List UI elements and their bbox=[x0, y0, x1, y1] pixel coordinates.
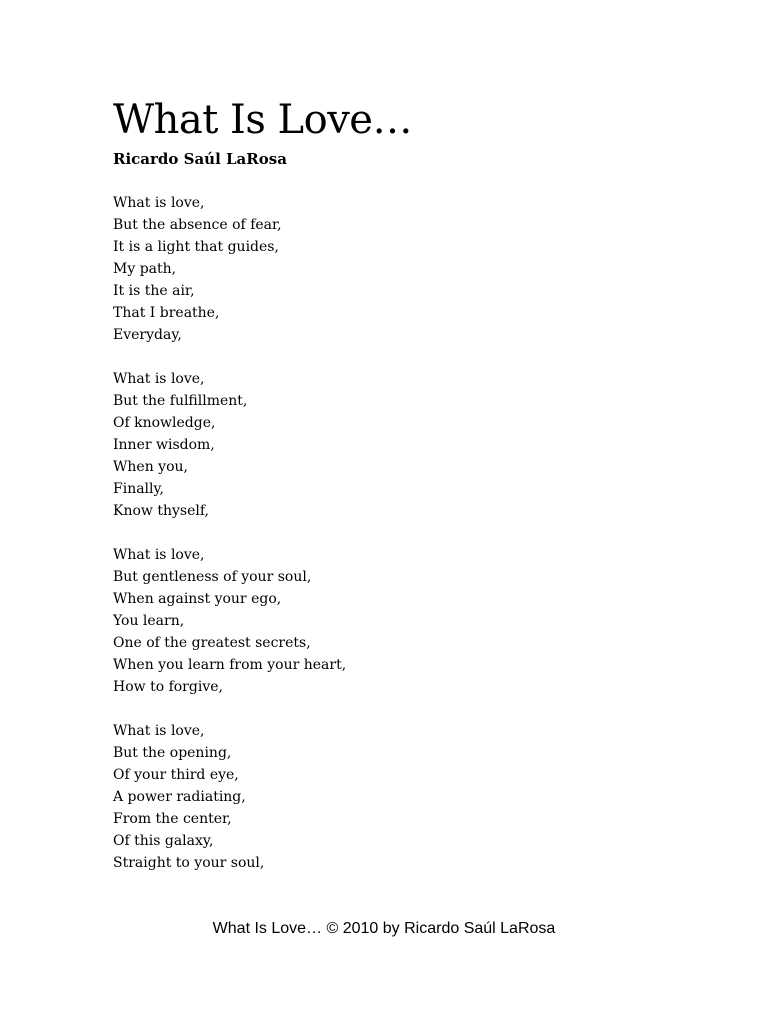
poem-line: Of knowledge, bbox=[113, 415, 216, 431]
poem-body bbox=[113, 192, 346, 896]
stanza-2 bbox=[113, 368, 346, 522]
poem-line: When you, bbox=[113, 459, 188, 475]
poem-line: But the fulfillment, bbox=[113, 393, 248, 409]
poem-line: Everyday, bbox=[113, 327, 182, 343]
poem-line: It is the air, bbox=[113, 283, 195, 299]
copyright-footer: What Is Love… © 2010 by Ricardo Saúl LaRosa bbox=[212, 920, 556, 937]
poem-line: My path, bbox=[113, 261, 177, 277]
poem-line: You learn, bbox=[113, 613, 185, 629]
stanza-4 bbox=[113, 720, 346, 874]
poem-line: But the absence of fear, bbox=[113, 217, 282, 233]
stanza-3 bbox=[113, 544, 346, 698]
poem-line: When against your ego, bbox=[113, 591, 282, 607]
poem-line: Know thyself, bbox=[113, 503, 209, 519]
poem-line: But the opening, bbox=[113, 745, 232, 761]
poem-line: What is love, bbox=[113, 723, 205, 739]
poem-line: When you learn from your heart, bbox=[113, 657, 347, 673]
poem-line: What is love, bbox=[113, 195, 205, 211]
poem-line: From the center, bbox=[113, 811, 232, 827]
poem-line: It is a light that guides, bbox=[113, 239, 279, 255]
poem-line: What is love, bbox=[113, 547, 205, 563]
author-name: Ricardo Saúl LaRosa bbox=[113, 150, 287, 168]
poem-line: Of this galaxy, bbox=[113, 833, 214, 849]
poem-line: Of your third eye, bbox=[113, 767, 239, 783]
poem-line: Inner wisdom, bbox=[113, 437, 215, 453]
poem-line: What is love, bbox=[113, 371, 205, 387]
stanza-1 bbox=[113, 192, 346, 346]
poem-line: Finally, bbox=[113, 481, 165, 497]
poem-line: That I breathe, bbox=[113, 305, 220, 321]
poem-line: Straight to your soul, bbox=[113, 855, 265, 871]
poem-line: One of the greatest secrets, bbox=[113, 635, 311, 651]
page-title: What Is Love… bbox=[113, 97, 412, 143]
poem-line: How to forgive, bbox=[113, 679, 223, 695]
poem-line: A power radiating, bbox=[113, 789, 246, 805]
poem-line: But gentleness of your soul, bbox=[113, 569, 312, 585]
